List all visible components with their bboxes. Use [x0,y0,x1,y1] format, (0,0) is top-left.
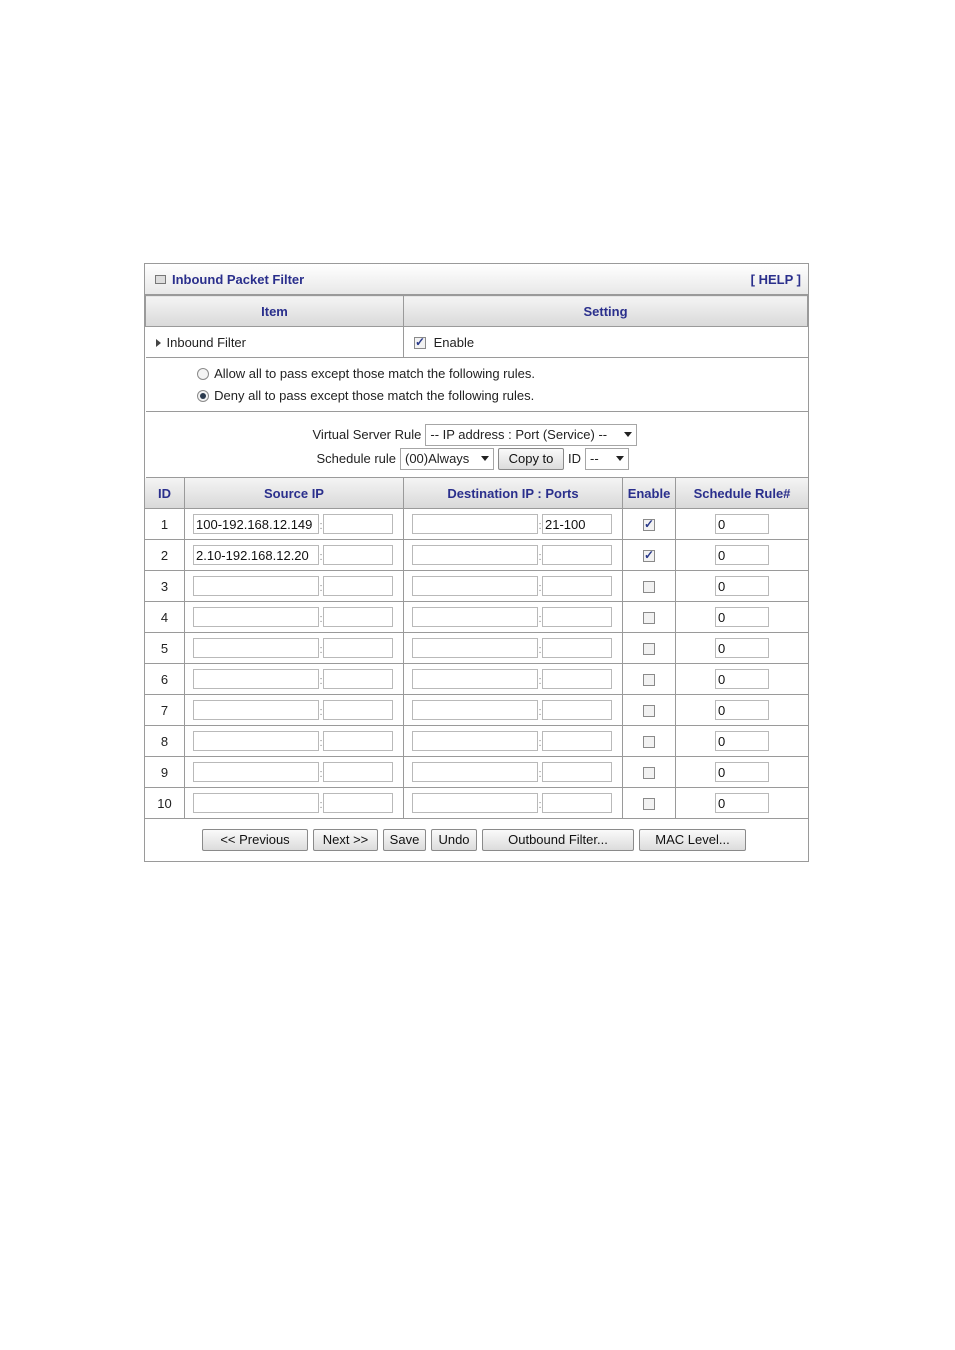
colon-separator: : [538,705,542,718]
source-ip-input[interactable] [193,576,319,596]
enable-cell [623,726,676,757]
settings-table [145,295,808,478]
source-port-input[interactable] [323,762,393,782]
colon-separator: : [538,736,542,749]
destination-port-input[interactable] [542,669,612,689]
copy-to-button[interactable]: Copy to [498,448,564,470]
source-ip-input[interactable] [193,514,319,534]
save-button[interactable]: Save [383,829,426,851]
source-ip-input[interactable] [193,731,319,751]
rule-enable-checkbox[interactable] [643,519,655,531]
source-ip-cell [185,602,404,633]
colon-separator: : [538,581,542,594]
source-ip-cell [185,788,404,819]
table-row [145,509,808,540]
destination-cell [404,571,623,602]
colon-separator: : [319,643,323,656]
window-icon [155,275,166,284]
virtual-server-label: Virtual Server Rule [312,427,422,442]
schedule-cell [676,633,809,664]
schedule-label: Schedule rule [316,451,396,466]
source-port-input[interactable] [323,669,393,689]
destination-port-input[interactable] [542,793,612,813]
col-enable: Enable [623,478,676,509]
destination-cell [404,788,623,819]
table-row [145,726,808,757]
destination-ip-input[interactable] [412,638,538,658]
colon-separator: : [319,736,323,749]
source-port-input[interactable] [323,607,393,627]
destination-cell [404,726,623,757]
source-port-input[interactable] [323,638,393,658]
source-port-input[interactable] [323,700,393,720]
enable-cell [623,602,676,633]
rule-enable-checkbox[interactable] [643,767,655,779]
source-ip-input[interactable] [193,793,319,813]
table-row [145,664,808,695]
rule-enable-checkbox[interactable] [643,674,655,686]
triangle-right-icon [156,339,161,347]
panel-titlebar [145,264,808,295]
colon-separator: : [319,612,323,625]
destination-ip-input[interactable] [412,514,538,534]
colon-separator: : [319,798,323,811]
source-port-input[interactable] [323,731,393,751]
schedule-select[interactable] [400,448,494,470]
schedule-cell [676,757,809,788]
inbound-packet-filter-panel [144,263,809,862]
outbound-filter-button[interactable]: Outbound Filter... [482,829,634,851]
source-ip-cell [185,633,404,664]
source-ip-cell [185,509,404,540]
destination-port-input[interactable] [542,638,612,658]
rule-copy-cell [146,412,808,478]
schedule-rule-input[interactable] [715,545,769,565]
colon-separator: : [319,705,323,718]
rule-enable-checkbox[interactable] [643,736,655,748]
schedule-rule-input[interactable] [715,576,769,596]
rule-mode-cell [146,358,808,412]
rule-enable-checkbox[interactable] [643,798,655,810]
col-id: ID [145,478,185,509]
schedule-rule-input[interactable] [715,514,769,534]
schedule-rule-input[interactable] [715,762,769,782]
source-port-input[interactable] [323,793,393,813]
source-ip-cell [185,757,404,788]
source-ip-cell [185,664,404,695]
source-ip-input[interactable] [193,700,319,720]
row-id: 2 [145,540,185,571]
source-ip-input[interactable] [193,762,319,782]
destination-ip-input[interactable] [412,762,538,782]
rule-enable-checkbox[interactable] [643,643,655,655]
enable-cell [623,695,676,726]
destination-cell [404,664,623,695]
enable-label: Enable [433,334,475,350]
enable-cell [623,540,676,571]
colon-separator: : [538,550,542,563]
schedule-value: (00)Always [405,451,470,466]
item-header: Item [146,296,404,327]
schedule-rule-input[interactable] [715,793,769,813]
destination-ip-input[interactable] [412,793,538,813]
col-destination: Destination IP : Ports [404,478,623,509]
source-port-input[interactable] [323,514,393,534]
row-id: 7 [145,695,185,726]
schedule-rule-input[interactable] [715,638,769,658]
schedule-cell [676,664,809,695]
schedule-rule-input[interactable] [715,669,769,689]
enable-cell [623,633,676,664]
colon-separator: : [319,674,323,687]
virtual-server-value: -- IP address : Port (Service) -- [430,427,608,442]
button-bar [145,819,808,861]
panel-title: Inbound Packet Filter [172,271,305,287]
destination-port-input[interactable] [542,576,612,596]
chevron-down-icon [624,432,632,437]
rules-table [145,478,808,861]
col-schedule: Schedule Rule# [676,478,809,509]
virtual-server-select[interactable] [425,424,637,446]
help-link[interactable]: [ HELP ] [750,271,801,287]
source-ip-cell [185,695,404,726]
table-row [145,540,808,571]
colon-separator: : [319,519,323,532]
id-label: ID [568,451,581,466]
row-id: 5 [145,633,185,664]
destination-cell [404,633,623,664]
colon-separator: : [538,612,542,625]
schedule-rule-input[interactable] [715,700,769,720]
destination-ip-input[interactable] [412,607,538,627]
inbound-filter-label: Inbound Filter [166,334,246,350]
destination-ip-input[interactable] [412,545,538,565]
table-row [145,695,808,726]
table-row [145,602,808,633]
colon-separator: : [538,643,542,656]
undo-button[interactable]: Undo [431,829,477,851]
rule-enable-checkbox[interactable] [643,612,655,624]
mac-level-button[interactable]: MAC Level... [639,829,746,851]
enable-cell [623,757,676,788]
schedule-rule-input[interactable] [715,607,769,627]
row-id: 4 [145,602,185,633]
destination-port-input[interactable] [542,762,612,782]
schedule-cell [676,571,809,602]
table-row [145,571,808,602]
source-ip-input[interactable] [193,638,319,658]
deny-radio[interactable] [197,390,209,402]
colon-separator: : [538,519,542,532]
destination-cell [404,509,623,540]
table-row [145,633,808,664]
schedule-cell [676,788,809,819]
deny-label: Deny all to pass except those match the following rules. [214,387,535,403]
destination-cell [404,757,623,788]
destination-cell [404,695,623,726]
copy-id-value: -- [590,451,599,466]
row-id: 9 [145,757,185,788]
destination-port-input[interactable] [542,607,612,627]
source-ip-cell [185,726,404,757]
rule-enable-checkbox[interactable] [643,581,655,593]
destination-port-input[interactable] [542,731,612,751]
chevron-down-icon [616,456,624,461]
destination-ip-input[interactable] [412,669,538,689]
setting-header: Setting [404,296,808,327]
schedule-rule-input[interactable] [715,731,769,751]
next-button[interactable]: Next >> [313,829,378,851]
table-row [145,757,808,788]
allow-label: Allow all to pass except those match the following rules. [214,365,535,381]
copy-id-select[interactable] [585,448,629,470]
source-ip-input[interactable] [193,669,319,689]
destination-cell [404,602,623,633]
chevron-down-icon [481,456,489,461]
enable-cell [623,788,676,819]
destination-cell [404,540,623,571]
source-ip-cell [185,540,404,571]
source-port-input[interactable] [323,576,393,596]
colon-separator: : [538,767,542,780]
inbound-filter-enable-checkbox[interactable] [414,337,426,349]
allow-radio[interactable] [197,368,209,380]
destination-port-input[interactable] [542,514,612,534]
rule-enable-checkbox[interactable] [643,705,655,717]
schedule-cell [676,509,809,540]
source-ip-cell [185,571,404,602]
schedule-cell [676,726,809,757]
enable-cell [623,664,676,695]
row-id: 6 [145,664,185,695]
colon-separator: : [319,550,323,563]
colon-separator: : [319,581,323,594]
colon-separator: : [538,674,542,687]
destination-ip-input[interactable] [412,731,538,751]
row-id: 1 [145,509,185,540]
source-port-input[interactable] [323,545,393,565]
source-ip-input[interactable] [193,545,319,565]
enable-cell [623,571,676,602]
row-id: 8 [145,726,185,757]
colon-separator: : [538,798,542,811]
schedule-cell [676,540,809,571]
destination-ip-input[interactable] [412,700,538,720]
colon-separator: : [319,767,323,780]
table-row [145,788,808,819]
rule-enable-checkbox[interactable] [643,550,655,562]
inbound-filter-item [146,327,404,358]
previous-button[interactable]: << Previous [202,829,308,851]
schedule-cell [676,602,809,633]
schedule-cell [676,695,809,726]
enable-cell [623,509,676,540]
row-id: 10 [145,788,185,819]
source-ip-input[interactable] [193,607,319,627]
destination-port-input[interactable] [542,700,612,720]
row-id: 3 [145,571,185,602]
col-source-ip: Source IP [185,478,404,509]
destination-ip-input[interactable] [412,576,538,596]
destination-port-input[interactable] [542,545,612,565]
inbound-filter-setting [404,327,808,358]
